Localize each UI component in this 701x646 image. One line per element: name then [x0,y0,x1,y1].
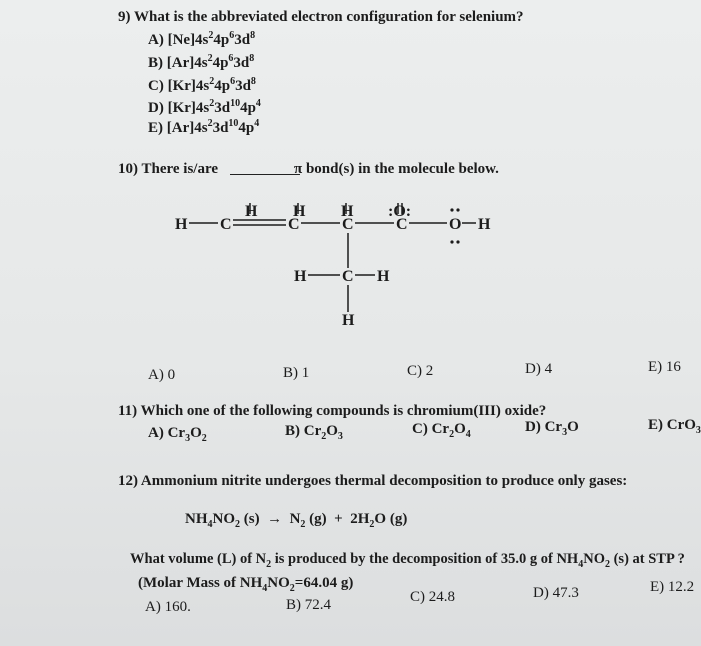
q11-answer-a: A) $Cr_3O_2$ [148,425,207,444]
atom-h-left: H [175,216,188,233]
question-10-prefix: 10) There is/are [118,161,218,177]
question-10-suffix: π bond(s) in the molecule below. [294,161,499,177]
q9-option-c: C) $[Kr]4s^24p^63d^8$ [148,76,256,94]
atom-c-2: C [288,216,300,233]
q11-answer-c: C) $Cr_2O_4$ [412,421,471,440]
atom-o-right: O [449,216,462,233]
answer-blank [226,162,304,179]
reaction-arrow: → [267,511,283,527]
question-12: 12) Ammonium nitrite undergoes thermal decomposition to produce only gases: [118,473,628,489]
q11-answer-e: E) CrO$_3$ [648,417,701,436]
atom-c-4: C [396,216,408,233]
atom-c-low: C [342,268,354,285]
atom-h-low-left: H [294,268,307,285]
q10-answer-c: C) 2 [407,363,434,379]
q11-answer-b: B) $Cr_2O_3$ [285,423,343,442]
atom-c-3: C [342,216,354,233]
q10-answer-e: E) 16 [648,359,681,375]
q12-answer-c: C) 24.8 [410,589,455,605]
reaction-equation: $NH_4NO_2$ $(s) \to N_2$ $(g) + 2H_2O$ (g) [185,511,408,530]
atom-h-bottom: H [342,312,355,329]
q10-answer-b: B) 1 [283,365,310,381]
atom-h-top-3: H [341,203,354,220]
q9-option-e: E) $[Ar]4s^23d^{10}4p^4$ [148,118,260,136]
atom-h-top-1: H [245,203,258,220]
atom-c-1: C [220,216,232,233]
atom-h-low-right: H [377,268,390,285]
q9-option-b: B) $[Ar]4s^24p^63d^8$ [148,53,255,71]
q12-answer-a: A) 160. [145,599,191,615]
question-9: 9) What is the abbreviated electron configuration for selenium? [118,9,524,25]
question-12-ask: What volume (L) of $N_2$ is produced by the decomposition of 35.0 g of $NH_4NO_2$ (s) at STP ? [130,551,685,570]
molar-mass-note: (Molar Mass of $NH_4NO_2=64.04$ g) [138,575,354,594]
atom-o-top: :O: [388,203,412,220]
q12-answer-b: B) 72.4 [286,597,331,613]
q10-answer-a: A) 0 [148,367,176,383]
question-11: 11) Which one of the following compounds is chromium(III) oxide? [118,403,547,419]
atom-h-top-2: H [293,203,306,220]
q10-answer-d: D) 4 [525,361,553,377]
q12-answer-e: E) 12.2 [650,579,695,595]
q11-answer-d: D) $Cr_3O$ [525,419,579,438]
q9-option-a: A) $[Ne]4s^24p^63d^8$ [148,30,256,48]
q9-option-d: D) $[Kr]4s^23d^{10}4p^4$ [148,98,261,116]
q12-answer-d: D) 47.3 [533,585,579,601]
atom-h-right: H [478,216,491,233]
